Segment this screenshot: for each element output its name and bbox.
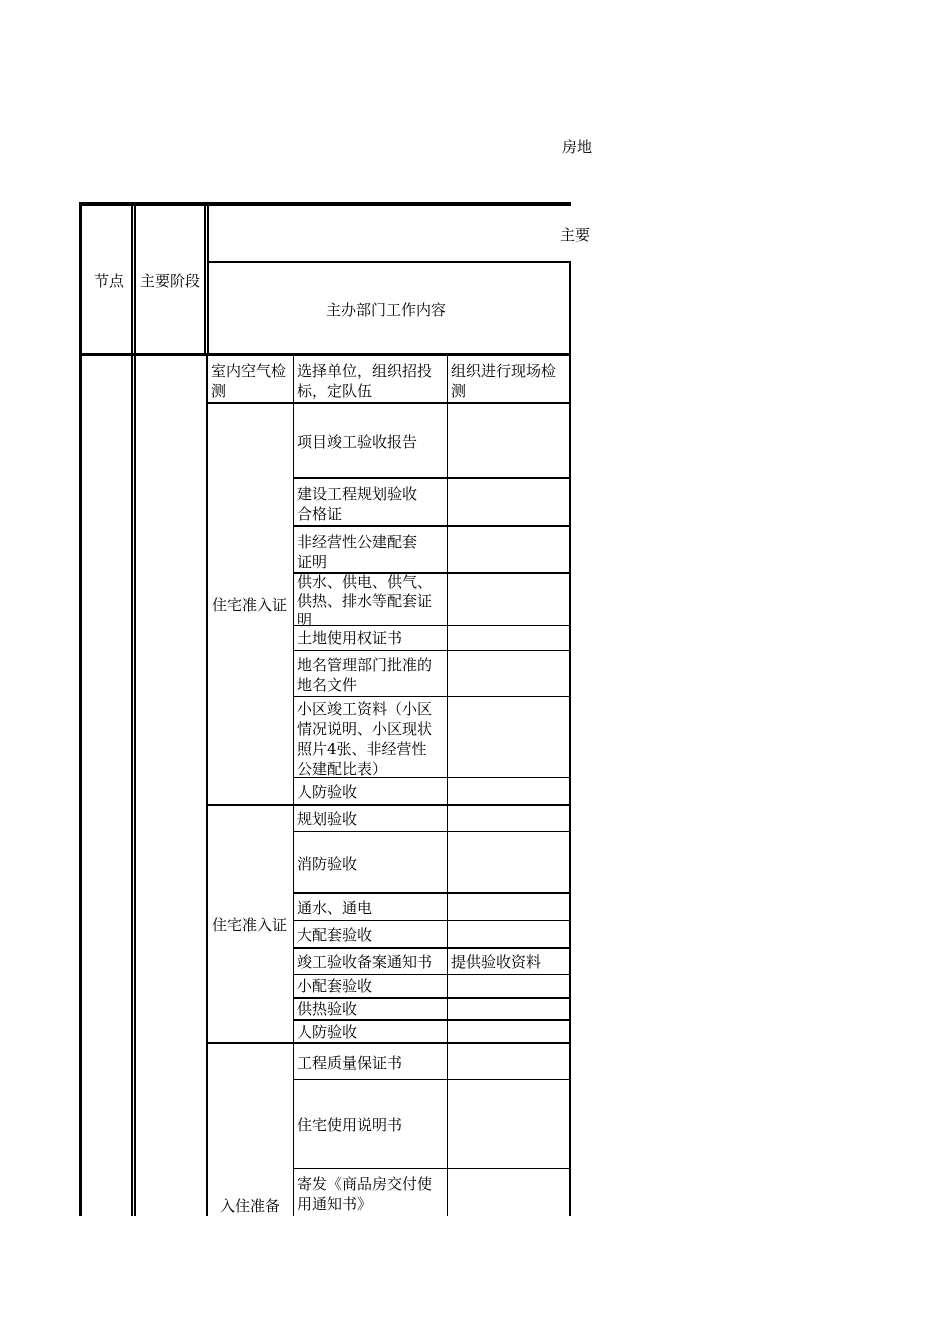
header-main: 主要 (560, 226, 591, 244)
list-item: 大配套验收 (297, 926, 373, 944)
list-item: 供热验收 (297, 1000, 358, 1018)
air-check-col3: 组织进行现场检 测 (451, 362, 557, 400)
list-item: 项目竣工验收报告 (297, 433, 418, 451)
list-item: 规划验收 (297, 810, 358, 828)
list-item: 小区竣工资料（小区 情况说明、小区现状 照片4张、非经营性 公建配比表） (297, 700, 433, 778)
list-item: 建设工程规划验收 合格证 (297, 485, 418, 523)
group1-label: 住宅准入证 (212, 596, 288, 614)
list-item: 寄发《商品房交付使 用通知书》 (297, 1175, 433, 1213)
header-stage: 主要阶段 (140, 272, 201, 290)
header-node: 节点 (94, 272, 125, 290)
group2-label: 住宅准入证 (212, 916, 288, 934)
list-item: 人防验收 (297, 1023, 358, 1041)
page-title: 房地 (562, 138, 593, 156)
list-item: 小配套验收 (297, 977, 373, 995)
air-check-label: 室内空气检 测 (211, 362, 287, 400)
list-item: 人防验收 (297, 783, 358, 801)
air-check-col2: 选择单位，组织招投 标，定队伍 (297, 362, 433, 400)
list-item: 消防验收 (297, 855, 358, 873)
list-item: 地名管理部门批准的 地名文件 (297, 656, 433, 694)
list-item: 通水、通电 (297, 899, 373, 917)
list-item: 非经营性公建配套 证明 (297, 533, 418, 571)
group3-label: 入住准备 (220, 1197, 281, 1215)
list-item: 土地使用权证书 (297, 629, 403, 647)
list-item-note: 提供验收资料 (451, 953, 542, 971)
header-sub: 主办部门工作内容 (326, 301, 447, 319)
list-item: 供水、供电、供气、 供热、排水等配套证 明 (297, 573, 433, 629)
list-item: 住宅使用说明书 (297, 1116, 403, 1134)
list-item: 工程质量保证书 (297, 1054, 403, 1072)
list-item: 竣工验收备案通知书 (297, 953, 433, 971)
